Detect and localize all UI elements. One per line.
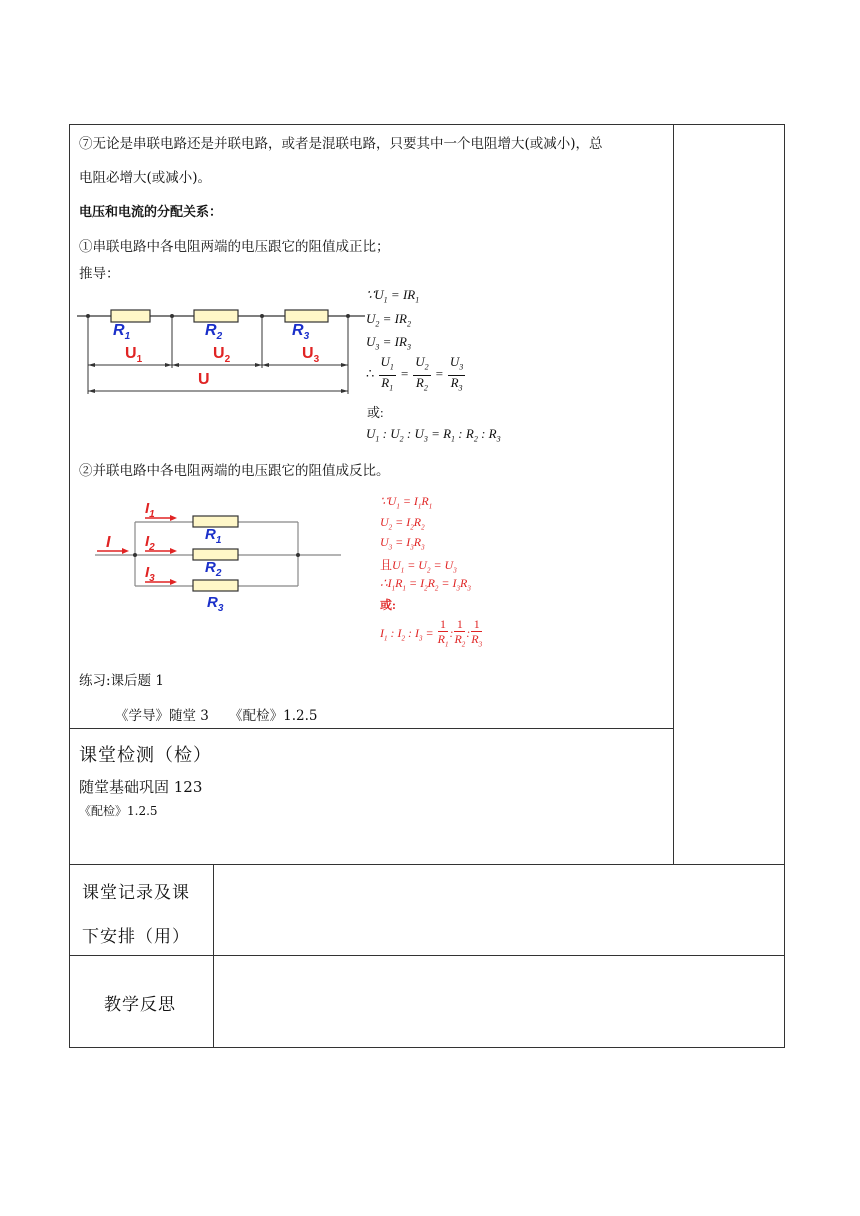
- series-resistor-r1: [111, 310, 150, 322]
- row-label-teaching-reflection: 教学反思: [104, 995, 176, 1015]
- series-formula-4: ∴ $\frac{U_1}{R_1}$ = $\frac{U_2}{R_2}$ = $\frac{U_3}{R_3}$: [366, 354, 464, 393]
- parallel-label-r1: $R_1$: [205, 526, 222, 546]
- table-border-left: [69, 124, 70, 1048]
- parallel-label-r3: $R_3$: [207, 594, 224, 614]
- parallel-formula-6: $I_1$ : $I_2$ : $I_3$ = $\frac{1}{R_1}$ : $\frac{1}{R_2}$ : $\frac{1}{R_3}$: [380, 617, 483, 649]
- row-label-class-record-line2: 下安排（用）: [82, 927, 190, 947]
- series-formula-1: $\because U_1 = IR_1$: [366, 287, 420, 305]
- parallel-formula-4: 且$U_1 = U_2 = U_3$: [380, 558, 457, 575]
- series-label-r3: $R_3$: [292, 322, 310, 343]
- series-resistor-r3: [285, 310, 328, 322]
- table-divider-horizontal-1: [69, 728, 674, 729]
- table-divider-vertical-right: [673, 124, 674, 865]
- series-label-r2: $R_2$: [205, 322, 223, 343]
- parallel-resistor-r3: [193, 580, 238, 591]
- series-formula-5: $U_1$ : $U_2$ : $U_3 = R_1$ : $R_2$ : $R_3$: [366, 426, 501, 444]
- table-border-bottom: [69, 1047, 785, 1048]
- section2-line2: 《配检》1.2.5: [79, 804, 158, 818]
- parallel-formula-3: $U_3 = I_3R_3$: [380, 535, 425, 552]
- series-label-u-total: U: [198, 371, 210, 388]
- series-or-label: 或:: [367, 405, 384, 420]
- exercise-text: 练习:课后题 1: [79, 673, 164, 689]
- parallel-label-r2: $R_2$: [205, 559, 222, 579]
- table-border-right: [784, 124, 785, 1048]
- exercise-refs: 《学导》随堂 3 《配检》1.2.5: [115, 708, 318, 724]
- class-record-content-cell[interactable]: [214, 865, 784, 955]
- parallel-label-i-total: I: [106, 534, 111, 551]
- series-label-r1: $R_1$: [113, 322, 131, 343]
- series-resistor-r2: [194, 310, 238, 322]
- parallel-formula-1: $\because U_1 = I_1R_1$: [380, 494, 433, 511]
- series-formula-3: $U_3 = IR_3$: [366, 334, 411, 352]
- parallel-label-i1: $I_1$: [145, 500, 155, 520]
- row-label-class-record-line1: 课堂记录及课: [82, 883, 190, 903]
- parallel-label-i3: $I_3$: [145, 564, 155, 584]
- series-rule-text: ①串联电路中各电阻两端的电压跟它的阻值成正比；: [79, 239, 390, 255]
- series-formula-2: $U_2 = IR_2$: [366, 311, 411, 329]
- parallel-formula-5: $\therefore I_1R_1 = I_2R_2 = I_3R_3$: [380, 576, 471, 593]
- parallel-rule-text: ②并联电路中各电阻两端的电压跟它的阻值成反比。: [79, 463, 390, 479]
- teaching-reflection-content-cell[interactable]: [214, 956, 784, 1047]
- paragraph-total-resistance-line1: ⑦无论是串联电路还是并联电路，或者是混联电路，只要其中一个电阻增大(或减小)，总: [79, 136, 603, 152]
- series-label-u1: $U_1$: [125, 345, 143, 366]
- series-label-u2: $U_2$: [213, 345, 231, 366]
- series-label-u3: $U_3$: [302, 345, 320, 366]
- section2-line1: 随堂基础巩固 123: [79, 778, 203, 796]
- derive-label: 推导：: [79, 266, 120, 282]
- parallel-formula-2: $U_2 = I_2R_2$: [380, 515, 425, 532]
- heading-voltage-current-distribution: 电压和电流的分配关系：: [79, 205, 223, 220]
- parallel-label-i2: $I_2$: [145, 533, 155, 553]
- section-heading-class-check: 课堂检测（检）: [79, 745, 212, 766]
- table-border-top: [69, 124, 785, 125]
- paragraph-total-resistance-line2: 电阻必增大(或减小)。: [79, 170, 212, 186]
- parallel-or-label: 或:: [380, 598, 396, 612]
